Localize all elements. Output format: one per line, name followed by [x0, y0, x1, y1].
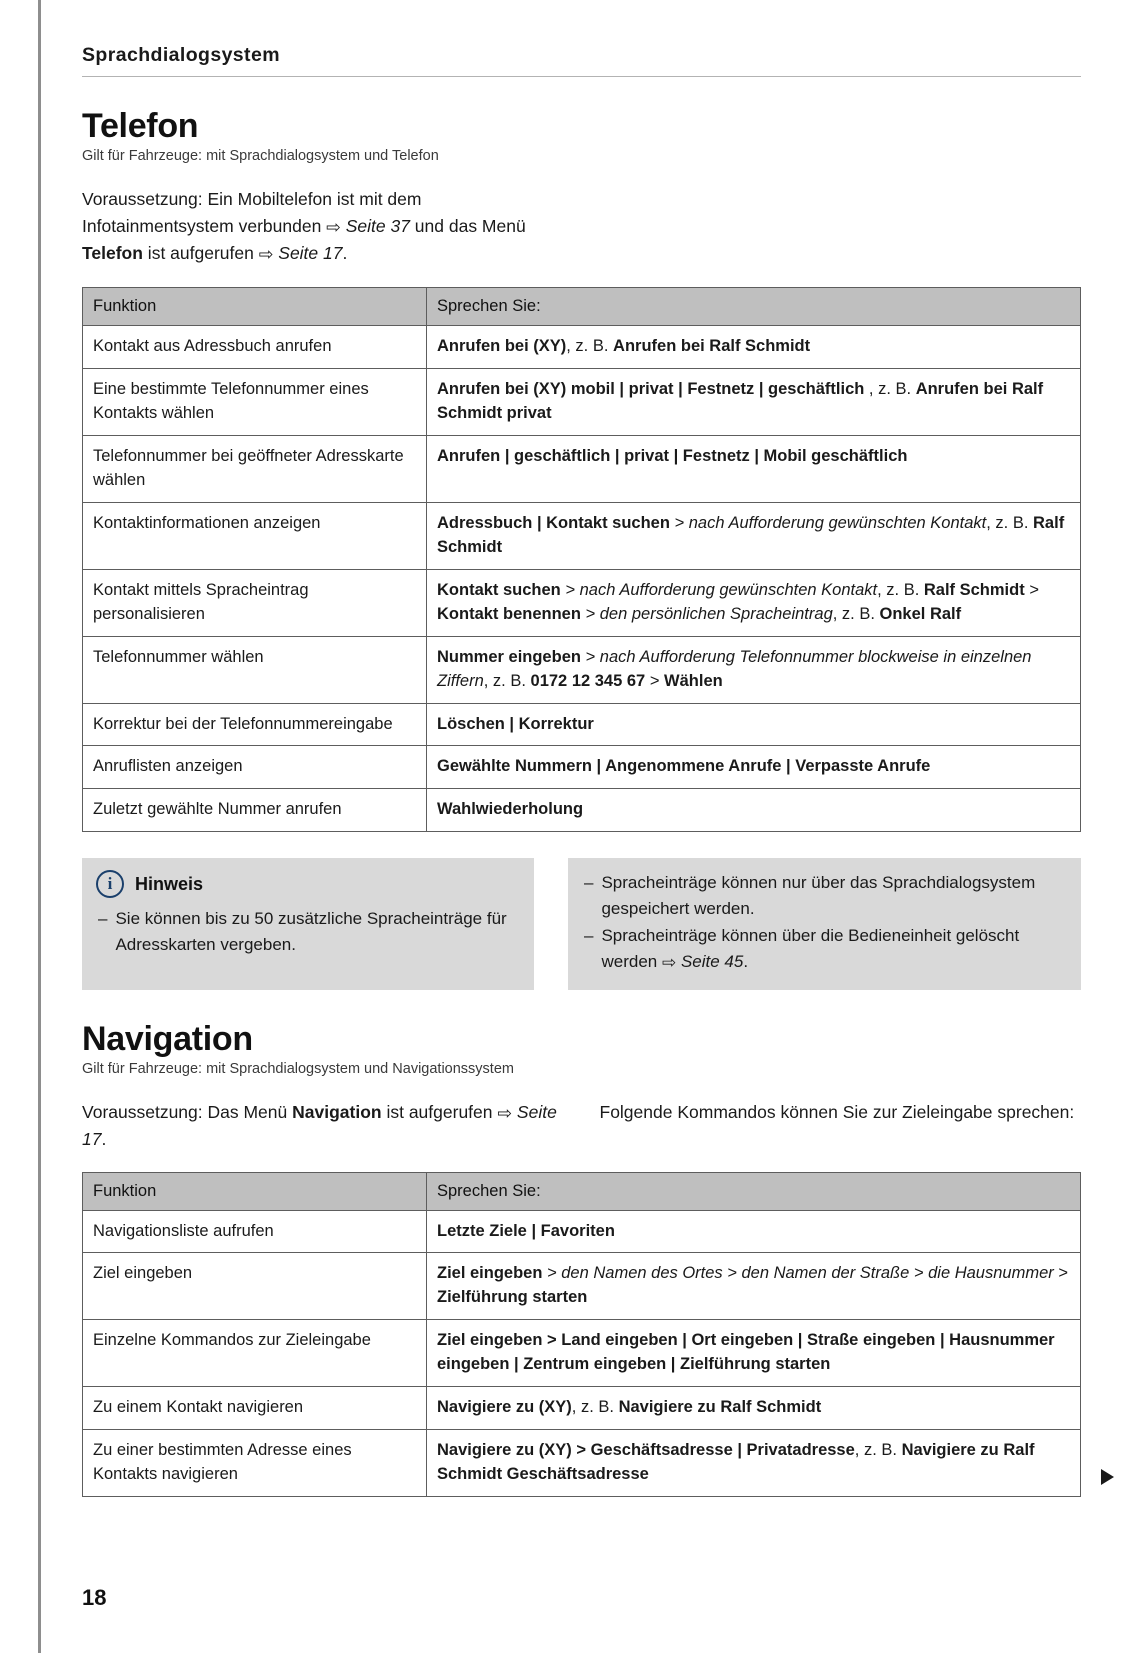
cell-function: Ziel eingeben — [83, 1253, 427, 1320]
hinweis-body — [82, 904, 534, 957]
table-row — [83, 789, 1081, 832]
cell-command: Wahlwiederholung — [427, 789, 1081, 832]
cell-command: Nummer eingeben > nach Aufforderung Telefonnummer blockweise in einzelnen Ziffern, z. B. 0172 12 345 67 > Wählen — [427, 636, 1081, 703]
cell-command: Navigiere zu (XY), z. B. Navigiere zu Ralf Schmidt — [427, 1387, 1081, 1430]
subtitle-telefon: Gilt für Fahrzeuge: mit Sprachdialogsystem und Telefon — [82, 148, 439, 164]
reference-icon: ⇨ — [258, 244, 274, 265]
table-row — [83, 746, 1081, 789]
hinweis-box — [82, 858, 534, 990]
hinweis-text-right-2: Spracheinträge können über die Bedieneinheit gelöscht werden ⇨ Seite 45. — [601, 926, 1020, 972]
table-header-row — [83, 288, 1081, 326]
list-item — [584, 870, 1065, 921]
page-content — [60, 107, 1081, 1497]
cell-function: Navigationsliste aufrufen — [83, 1210, 427, 1253]
page-number: 18 — [82, 1585, 107, 1610]
intro-text-4: . — [342, 243, 348, 264]
navigation-command-table — [82, 1172, 1081, 1497]
intro-telefon — [82, 186, 552, 267]
cell-command: Navigiere zu (XY) > Geschäftsadresse | Privatadresse, z. B. Navigiere zu Ralf Schmidt Geschäftsadresse — [427, 1430, 1081, 1497]
cell-function: Telefonnummer wählen — [83, 636, 427, 703]
cell-command: Ziel eingeben > Land eingeben | Ort eingeben | Straße eingeben | Hausnummer eingeben | Zentrum eingeben | Zielführung starten — [427, 1320, 1081, 1387]
hinweis-title: Hinweis — [135, 873, 204, 894]
col-header-sprechen: Sprechen Sie: — [427, 1172, 1081, 1210]
table-row — [83, 326, 1081, 369]
dash-bullet: – — [98, 909, 108, 929]
cell-command: Löschen | Korrektur — [427, 703, 1081, 746]
navigation-intro — [82, 1099, 1081, 1153]
dash-bullet: – — [584, 926, 594, 946]
hinweis-box-secondary — [568, 858, 1081, 990]
table-header-row — [83, 1172, 1081, 1210]
cell-function: Korrektur bei der Telefonnummereingabe — [83, 703, 427, 746]
cell-command: Anrufen bei (XY), z. B. Anrufen bei Ralf Schmidt — [427, 326, 1081, 369]
cell-function: Telefonnummer bei geöffneter Adresskarte wählen — [83, 436, 427, 503]
dash-bullet: – — [584, 873, 594, 893]
intro-text-2: und das Menü — [409, 216, 526, 237]
telefon-table-body — [83, 326, 1081, 832]
cell-function: Zu einem Kontakt navigieren — [83, 1387, 427, 1430]
navigation-table-body — [83, 1210, 1081, 1496]
cell-command: Gewählte Nummern | Angenommene Anrufe | Verpasste Anrufe — [427, 746, 1081, 789]
cell-command: Anrufen | geschäftlich | privat | Festnetz | Mobil geschäftlich — [427, 436, 1081, 503]
navigation-intro-right: Folgende Kommandos können Sie zur Zieleingabe sprechen: — [599, 1102, 1075, 1123]
header-divider — [82, 76, 1081, 77]
cell-function: Kontaktinformationen anzeigen — [83, 502, 427, 569]
cell-function: Zuletzt gewählte Nummer anrufen — [83, 789, 427, 832]
cell-function: Anruflisten anzeigen — [83, 746, 427, 789]
telefon-command-table — [82, 287, 1081, 832]
table-row — [83, 1430, 1081, 1497]
cell-function: Einzelne Kommandos zur Zieleingabe — [83, 1320, 427, 1387]
intro-bold-menu: Telefon — [82, 243, 143, 264]
page-title-telefon: Telefon — [82, 107, 199, 145]
table-row — [83, 1387, 1081, 1430]
col-header-sprechen: Sprechen Sie: — [427, 288, 1081, 326]
cell-function: Eine bestimmte Telefonnummer eines Kontakts wählen — [83, 369, 427, 436]
next-page-arrow-icon — [1101, 1469, 1114, 1485]
page-title-navigation: Navigation — [82, 1020, 253, 1059]
intro-text-3: ist aufgerufen — [142, 243, 259, 264]
cell-function: Kontakt aus Adressbuch anrufen — [83, 326, 427, 369]
col-header-funktion: Funktion — [83, 288, 427, 326]
table-row — [83, 436, 1081, 503]
subtitle-navigation: Gilt für Fahrzeuge: mit Sprachdialogsystem und Navigationssystem — [82, 1061, 514, 1078]
cell-command: Letzte Ziele | Favoriten — [427, 1210, 1081, 1253]
running-header: Sprachdialogsystem — [82, 44, 280, 66]
hinweis-text: Sie können bis zu 50 zusätzliche Spracheinträge für Adresskarten vergeben. — [115, 909, 507, 954]
cell-function: Kontakt mittels Spracheintrag personalisieren — [83, 569, 427, 636]
navigation-intro-left: Voraussetzung: Das Menü Navigation ist aufgerufen ⇨ Seite 17. — [82, 1102, 557, 1150]
intro-ref-2: Seite 17 — [278, 243, 343, 264]
table-row — [83, 1210, 1081, 1253]
hinweis-text-right-1: Spracheinträge können nur über das Sprachdialogsystem gespeichert werden. — [601, 873, 1036, 918]
table-row — [83, 569, 1081, 636]
intro-ref-1: Seite 37 — [345, 216, 410, 237]
table-row — [83, 502, 1081, 569]
cell-command: Anrufen bei (XY) mobil | privat | Festnetz | geschäftlich , z. B. Anrufen bei Ralf Schmidt privat — [427, 369, 1081, 436]
table-row — [83, 369, 1081, 436]
list-item — [584, 923, 1065, 974]
reference-icon: ⇨ — [326, 217, 341, 238]
cell-command: Adressbuch | Kontakt suchen > nach Aufforderung gewünschten Kontakt, z. B. Ralf Schmidt — [427, 502, 1081, 569]
cell-function: Zu einer bestimmten Adresse eines Kontakts navigieren — [83, 1430, 427, 1497]
table-row — [83, 1253, 1081, 1320]
notes-row — [82, 858, 1081, 990]
cell-command: Kontakt suchen > nach Aufforderung gewünschten Kontakt, z. B. Ralf Schmidt > Kontakt benennen > den persönlichen Spracheintrag, z. B. Onkel Ralf — [427, 569, 1081, 636]
cell-command: Ziel eingeben > den Namen des Ortes > den Namen der Straße > die Hausnummer > Zielführung starten — [427, 1253, 1081, 1320]
table-row — [83, 703, 1081, 746]
table-row — [83, 636, 1081, 703]
hinweis-header — [82, 858, 534, 904]
info-icon: i — [96, 870, 124, 898]
intro-text-1: Voraussetzung: Ein Mobiltelefon ist mit dem Infotainmentsystem verbunden — [82, 189, 422, 237]
table-row — [83, 1320, 1081, 1387]
list-item — [98, 906, 518, 957]
col-header-funktion: Funktion — [83, 1172, 427, 1210]
